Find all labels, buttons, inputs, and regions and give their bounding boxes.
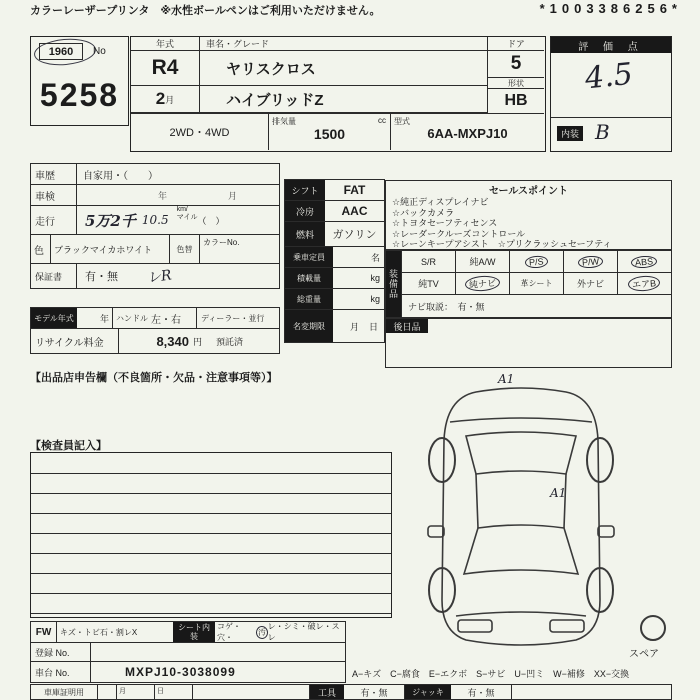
seat-damage-pre: コゲ・穴・ (217, 622, 241, 642)
model-year-value: R4 (131, 51, 200, 86)
mileage-paren: （ ） (197, 215, 225, 226)
year-label: 年式 (131, 37, 200, 51)
color-label: 色 (31, 235, 51, 263)
load-unit: kg (370, 273, 380, 283)
shape-label: 形状 (488, 77, 544, 89)
garage-day-cell: 日 (155, 685, 193, 699)
fuel-label: 燃料 (285, 222, 325, 246)
capacity-row (284, 246, 385, 268)
first-reg-month (131, 86, 200, 113)
mileage-handwritten: 5万2千 (85, 211, 136, 230)
ac-value: AAC (341, 204, 368, 218)
seller-declaration-note: 【出品店申告欄（不良箇所・欠品・注意事項等）】 (30, 372, 278, 384)
equip-alloy-wheels: 純A/W (469, 257, 496, 267)
load-row (284, 267, 385, 289)
color-change-label: 色替 (169, 235, 199, 263)
damage-number-table (30, 622, 346, 683)
tools-value: 有・無 (344, 685, 405, 699)
chassis-no-value: MXPJ10-3038099 (125, 665, 236, 679)
car-diagram (402, 372, 642, 660)
recycle-amount: 8,340 (156, 333, 189, 349)
warranty-row (30, 263, 280, 289)
chassis-no-label: 車台 No. (31, 662, 91, 682)
color-row (30, 234, 280, 264)
lot-box (30, 36, 129, 126)
shift-row (284, 179, 385, 201)
warranty-label: 保証書 (31, 264, 77, 288)
sales-point-item: ☆バックカメラ (392, 207, 455, 218)
shaken-month-unit: 月 (227, 190, 237, 201)
damage-mark-top: A1 (498, 372, 515, 386)
cc-unit: cc (378, 116, 386, 125)
inspector-note-label: 【検査員記入】 (30, 440, 107, 452)
equip-aftermarket-navi: 外ナビ (576, 279, 604, 289)
bottom-strip (30, 684, 672, 700)
shift-value: FAT (343, 183, 366, 197)
displacement-label: 排気量 (272, 117, 296, 126)
recycle-unit: 円 (193, 336, 203, 347)
equipment-box (385, 250, 672, 318)
history-value: 自家用・（ ） (83, 170, 158, 182)
interior-strip (551, 117, 671, 151)
history-row (30, 163, 280, 185)
weight-unit: kg (370, 294, 380, 304)
spare-tire-circle (640, 615, 666, 641)
weight-row (284, 288, 385, 310)
mileage-unit-top: km/ (176, 206, 188, 213)
garage-month-cell: 月 (117, 685, 155, 699)
body-shape: HB (504, 92, 528, 109)
mileage-row (30, 205, 280, 235)
model-year-label: モデル年式 (31, 308, 77, 328)
ac-row (284, 200, 385, 222)
navi-manual-note: ナビ取説： 有・無 (401, 295, 671, 317)
equip-abs-circled: ABS (631, 255, 658, 269)
rename-month-unit: 月 (349, 321, 359, 332)
rating-score-handwritten: 4.5 (583, 56, 635, 97)
sales-point-item: ☆トヨタセーフティセンス (392, 218, 498, 228)
color-no-label: カラーNo. (199, 235, 279, 263)
seat-damage-circled: 汚 (255, 625, 268, 639)
type-code-cell (391, 113, 544, 150)
displacement-value: 1500 (313, 126, 346, 142)
load-label: 積載量 (285, 268, 333, 288)
serial-number: *1003386256* (539, 1, 682, 16)
inspector-lined-box (30, 452, 392, 618)
model-year-unit: 年 (77, 308, 113, 328)
registration-no-value (91, 643, 345, 661)
spec-column (284, 180, 385, 343)
mileage-handwritten-2: 10.5 (141, 213, 169, 227)
later-items-label: 後日品 (386, 319, 428, 333)
damage-mark-mid: A1 (550, 486, 567, 500)
equip-airbag-circled: エアB (628, 275, 661, 292)
sales-point-item: ☆レーンキープアシスト ☆プリクラッシュセーフティ (392, 239, 612, 249)
equipment-grid (401, 251, 671, 317)
spare-label: スペア (629, 649, 659, 660)
blank-cell (193, 685, 310, 699)
equip-tv: 純TV (418, 279, 439, 289)
rating-label: 評 価 点 (551, 37, 671, 53)
handle-label: ハンドル (116, 313, 148, 323)
weight-label: 総重量 (285, 289, 333, 309)
handle-value: 左・右 (151, 314, 181, 326)
shaken-year-unit: 年 (157, 190, 167, 201)
car-name: ヤリスクロス (200, 51, 488, 86)
mileage-label: 走行 (31, 206, 77, 234)
registration-no-label: 登録 No. (31, 643, 91, 661)
jack-label: ジャッキ (405, 685, 451, 699)
chassis-row (30, 661, 346, 683)
sales-points-box (385, 180, 672, 250)
auction-code: 1960 (39, 43, 83, 60)
seat-damage-post: レ・シミ・破レ・スレ (267, 622, 340, 642)
recycle-row (30, 328, 280, 354)
no-label: No (93, 46, 106, 57)
fw-label: FW (31, 622, 57, 642)
shift-label: シフト (285, 180, 325, 200)
mileage-unit-bottom: マイル (176, 214, 198, 221)
ac-label: 冷房 (285, 201, 325, 221)
sales-point-item: ☆レーダークルーズコントロール (392, 228, 526, 239)
history-table (30, 164, 280, 289)
car-grade: ハイブリッドZ (200, 86, 488, 113)
door-label: ドア (488, 37, 544, 51)
equip-sr: S/R (420, 256, 436, 267)
history-label: 車歴 (31, 164, 77, 184)
jack-value: 有・無 (451, 685, 512, 699)
blank-cell (512, 685, 671, 699)
rename-label: 名変期限 (285, 310, 333, 342)
mileage-unit (177, 206, 198, 234)
fuel-row (284, 221, 385, 247)
equipment-label: 装備品 (386, 251, 401, 317)
later-items-box (385, 318, 672, 368)
equip-power-windows-circled: P/W (578, 255, 604, 269)
sales-points-title: セールスポイント (488, 186, 569, 197)
color-value: ブラックマイカホワイト (54, 244, 153, 255)
rename-day-unit: 日 (368, 321, 378, 332)
tools-label: 工具 (310, 685, 344, 699)
damage-legend: A−キズ C−腐食 E−エクボ S−サビ U−凹ミ W−補修 XX−交換 (352, 669, 630, 679)
equipment-row (401, 273, 671, 295)
equip-leather-seats: 革シート (520, 279, 553, 288)
garage-cell (98, 685, 117, 699)
model-year-row (30, 307, 280, 329)
registration-row (30, 642, 346, 662)
equipment-row (401, 251, 671, 273)
shaken-row (30, 184, 280, 206)
interior-grade-handwritten: B (595, 120, 610, 144)
month-unit: 月 (165, 94, 175, 105)
sales-point-item: ☆純正ディスプレイナビ (392, 197, 489, 207)
type-code-value: 6AA-MXPJ10 (427, 126, 508, 141)
type-label: 型式 (394, 117, 410, 126)
model-recycle-table (30, 308, 280, 354)
seat-interior-label: シート内装 (173, 622, 215, 642)
lot-number: 5258 (39, 76, 120, 113)
garage-certificate-label: 車庫証明用 (31, 685, 98, 699)
fw-row (30, 621, 346, 643)
capacity-unit: 名 (370, 252, 380, 263)
warranty-value: 有・無 (85, 271, 118, 283)
equip-oem-navi-circled: 純ナビ (465, 275, 501, 292)
handle-cell (113, 308, 197, 328)
fuel-value: ガソリン (332, 229, 377, 241)
capacity-label: 乗車定員 (285, 247, 333, 267)
displacement-cell (269, 113, 391, 150)
drive-type: 2WD・4WD (131, 113, 269, 150)
door-count: 5 (510, 53, 522, 74)
month-value: 2 (155, 89, 166, 108)
interior-label: 内装 (557, 126, 583, 141)
printer-note: カラーレーザープリンタ ※水性ボールペンはご利用いただけません。 (30, 5, 381, 17)
name-grade-label: 車名・グレード (200, 37, 488, 51)
recycle-label: リサイクル料金 (31, 329, 119, 353)
recycle-status: 預託済 (216, 336, 244, 347)
vehicle-header-table (130, 36, 546, 152)
seat-damage-options (215, 622, 345, 642)
shaken-label: 車検 (31, 185, 77, 205)
car-top-view-drawing (402, 378, 642, 656)
rating-box (550, 36, 672, 152)
dealer-label: ディーラー・並行 (201, 313, 265, 323)
rename-deadline-row (284, 309, 385, 343)
equip-power-steering-circled: P/S (525, 255, 548, 269)
fw-damage-options: キズ・トビ石・割レX (60, 627, 138, 637)
warranty-handwritten: レR (146, 267, 173, 287)
